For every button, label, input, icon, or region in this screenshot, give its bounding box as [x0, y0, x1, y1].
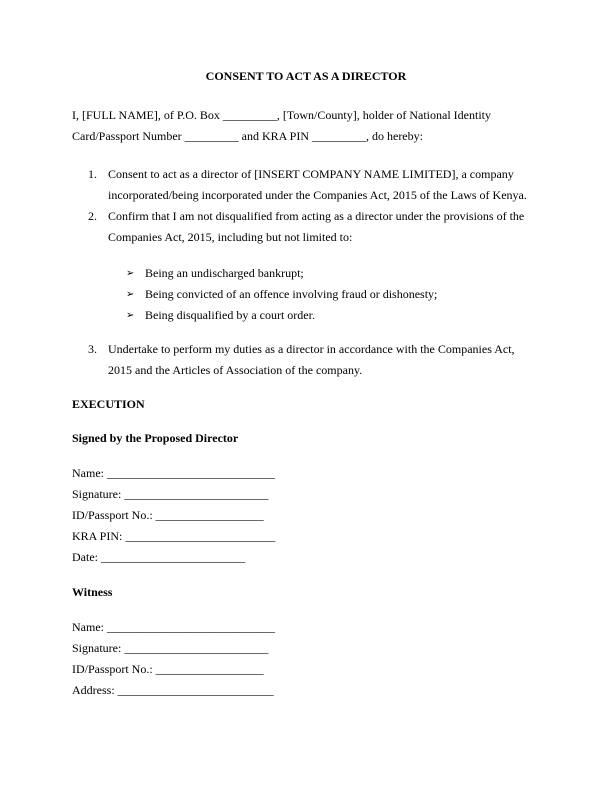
bullet-text: Being an undischarged bankrupt;: [145, 266, 304, 280]
list-item-number: 1.: [88, 167, 97, 181]
field-label: KRA PIN:: [72, 529, 126, 543]
arrow-bullet-icon: ➢: [126, 310, 135, 321]
field-blank: _________________________: [125, 529, 276, 543]
director-section-heading: Signed by the Proposed Director: [72, 431, 239, 445]
form-field-id-passport: [72, 659, 540, 680]
intro-line: Card/Passport Number _________ and KRA PIN _________, do hereby:: [72, 129, 423, 143]
field-label: Name:: [72, 620, 107, 634]
form-field-name: [72, 617, 540, 638]
witness-signature-block: [72, 617, 540, 701]
field-blank: ________________________: [124, 641, 269, 655]
form-field-kra-pin: [72, 526, 540, 547]
list-item-number: 3.: [88, 342, 97, 356]
execution-heading: EXECUTION: [72, 397, 145, 411]
form-field-signature: [72, 638, 540, 659]
form-field-date: [72, 547, 540, 568]
intro-line: I, [FULL NAME], of P.O. Box _________, [Town/County], holder of National Identity: [72, 108, 492, 122]
form-field-address: [72, 680, 540, 701]
director-signature-block: [72, 463, 540, 568]
list-item-number: 2.: [88, 209, 97, 223]
list-item-text: Undertake to perform my duties as a director in accordance with the Companies Act, 2015 and the Articles of Association of the company.: [108, 342, 515, 377]
arrow-bullet-icon: ➢: [126, 268, 135, 279]
field-blank: __________________: [155, 662, 264, 676]
witness-section-heading: Witness: [72, 585, 113, 599]
form-field-name: [72, 463, 540, 484]
field-blank: ________________________: [101, 550, 245, 564]
bullet-text: Being convicted of an offence involving fraud or dishonesty;: [145, 287, 438, 301]
list-item: [126, 263, 540, 284]
field-label: ID/Passport No.:: [72, 508, 156, 522]
form-field-signature: [72, 484, 540, 505]
field-label: Date:: [72, 550, 101, 564]
field-blank: __________________________: [117, 683, 274, 697]
disqualification-bullet-list: [72, 263, 540, 326]
form-field-id-passport: [72, 505, 540, 526]
field-label: Signature:: [72, 641, 125, 655]
field-blank: __________________: [155, 508, 264, 522]
field-label: Signature:: [72, 487, 125, 501]
list-item: [72, 164, 540, 206]
declarations-list-continued: [72, 339, 540, 381]
field-blank: ____________________________: [107, 466, 275, 480]
intro-paragraph: [72, 105, 540, 147]
list-item: [126, 284, 540, 305]
list-item-text: Confirm that I am not disqualified from acting as a director under the provisions of the Companies Act, 2015, including but not limited to:: [108, 209, 525, 244]
list-item: [126, 305, 540, 326]
field-blank: ____________________________: [107, 620, 275, 634]
field-label: ID/Passport No.:: [72, 662, 156, 676]
list-item-text: Consent to act as a director of [INSERT COMPANY NAME LIMITED], a company incorporated/being incorporated under the Companies Act, 2015 of the Laws of Kenya.: [108, 167, 527, 202]
arrow-bullet-icon: ➢: [126, 289, 135, 300]
declarations-list: [72, 164, 540, 248]
field-blank: ________________________: [124, 487, 269, 501]
page-title: CONSENT TO ACT AS A DIRECTOR: [205, 69, 407, 83]
list-item: [72, 206, 540, 248]
bullet-text: Being disqualified by a court order.: [145, 308, 315, 322]
list-item: [72, 339, 540, 381]
field-label: Name:: [72, 466, 107, 480]
field-label: Address:: [72, 683, 118, 697]
